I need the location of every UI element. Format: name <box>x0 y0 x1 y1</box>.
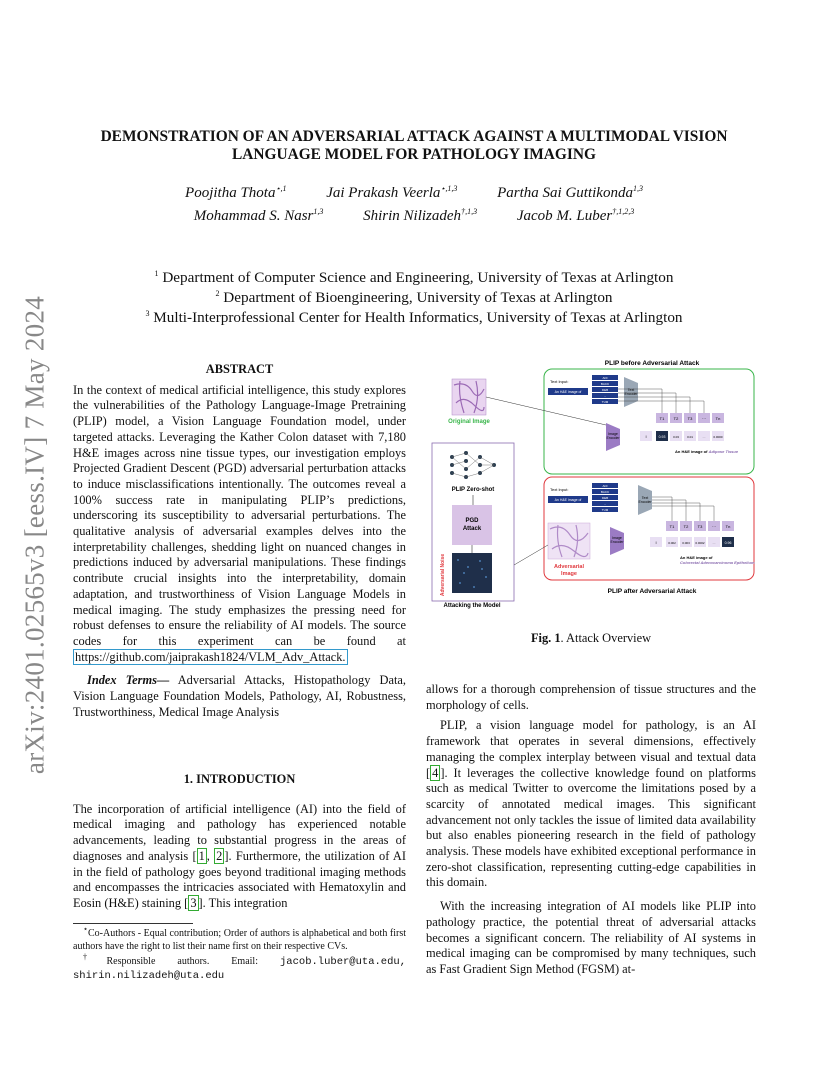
class-list-top <box>592 375 618 404</box>
token-row-top <box>656 413 724 423</box>
svg-text:BACK: BACK <box>600 490 610 494</box>
svg-text:DEB: DEB <box>601 388 609 392</box>
svg-text:Image: Image <box>612 536 622 540</box>
attacking-model-label: Attacking the Model <box>443 603 501 609</box>
svg-text:DEB: DEB <box>601 496 609 500</box>
svg-text:T3: T3 <box>687 416 693 421</box>
attack-overview-diagram <box>430 355 760 625</box>
svg-text:Tn: Tn <box>725 524 731 529</box>
svg-text:0.002: 0.002 <box>668 541 676 545</box>
svg-text:An H&E image of: An H&E image of <box>554 498 582 502</box>
svg-text:...: ... <box>603 394 607 398</box>
authors-row-2 <box>70 208 758 225</box>
intro-paragraph: The incorporation of artificial intelligence (AI) into the field of medical imaging and pathology has experienced notable advancements, leading to substantial progress in the areas of diagnoses and analysis [ 1 , 2 ]. Furthermore, the utilization of AI in the field of pathology goes beyond traditional imaging methods and encompasses the intricacies associated with Hematoxylin and Eosin (H&E) staining [ 3 ]. This integration <box>73 801 406 910</box>
svg-text:ADI: ADI <box>602 484 608 488</box>
svg-text:Encoder: Encoder <box>638 500 652 504</box>
bottom-panel-title: PLIP after Adversarial Attack <box>607 588 697 595</box>
author: Shirin Nilizadeh$^{\dagger,1,3}$ <box>363 207 478 224</box>
svg-text:Colorectal Adenocarcinoma Epit: Colorectal Adenocarcinoma Epithelium <box>680 560 755 565</box>
svg-text:Image: Image <box>608 432 618 436</box>
svg-text:Text: Text <box>627 388 635 392</box>
svg-text:Encoder: Encoder <box>624 392 638 396</box>
svg-text:Text: Text <box>641 496 649 500</box>
title-line-1: DEMONSTRATION OF AN ADVERSARIAL ATTACK AGAINST A MULTIMODAL VISION <box>100 128 728 145</box>
citation-link[interactable]: 3 <box>190 895 197 910</box>
svg-text:···: ··· <box>702 435 706 439</box>
top-result: An H&E image of Adipose Tissue <box>675 449 739 454</box>
adversarial-image-thumb <box>548 523 590 559</box>
affiliations <box>70 268 758 328</box>
paragraph: PLIP, a vision language model for pathology, is an AI framework that operates in several dimensions, effectively managing the complex interplay between visual and textual data [ 4 ]. It leverages the collective knowledge found on platforms such as medical Twitter to overcome the limitations posed by a scarcity of annotated medical images. This significant advancement not only tackles the issue of limited data availability but also enables pioneering research in the field of pathology analysis. These models have exhibited exceptional performance in zero-shot classification, representing cutting-edge capabilities in this domain. <box>426 718 756 890</box>
svg-text:0.003: 0.003 <box>682 541 690 545</box>
intro-heading: 1. INTRODUCTION <box>183 772 296 786</box>
author: Partha Sai Guttikonda$^{1,3}$ <box>497 184 643 201</box>
svg-text:Text Input:: Text Input: <box>550 487 569 492</box>
email-link[interactable]: jacob.luber@uta.edu, <box>279 956 407 968</box>
svg-text:TUM: TUM <box>601 508 609 512</box>
svg-text:Image: Image <box>561 571 577 577</box>
svg-text:···: ··· <box>702 416 706 421</box>
adversarial-noise-label: Adversarial Noise <box>440 553 446 597</box>
paragraph: allows for a thorough comprehension of tissue structures and the morphology of cells. <box>426 682 756 712</box>
svg-text:ADI: ADI <box>602 376 608 380</box>
plip-zero-shot-label: PLIP Zero-shot <box>451 487 495 493</box>
index-terms: Index Terms— Adversarial Attacks, Histopathology Data, Vision Language Foundation Models, Pathology, AI, Robustness, Trustworthiness, Medical Image Analysis <box>73 673 406 719</box>
paragraph: With the increasing integration of AI models like PLIP into pathology practice, the potential threat of adversarial attacks becomes a significant concern. The reliability of AI systems in medical imaging can be compromised by many techniques, such as Fast Gradient Sign Method (FGSM) at- <box>426 899 756 976</box>
svg-text:Encoder: Encoder <box>606 436 620 440</box>
footnote-1: ⋆Co-Authors - Equal contribution; Order of authors is alphabetical and both first authors have the right to list their name first on their respective CVs. <box>73 924 406 952</box>
svg-text:T1: T1 <box>669 524 675 529</box>
svg-text:···: ··· <box>712 541 716 545</box>
svg-text:T1: T1 <box>659 416 665 421</box>
right-column-text <box>426 682 756 978</box>
svg-text:T3: T3 <box>697 524 703 529</box>
svg-text:I: I <box>655 540 657 545</box>
author: Poojitha Thota$^{⋆,1}$ <box>185 184 287 201</box>
svg-text:Tn: Tn <box>715 416 721 421</box>
top-panel-title: PLIP before Adversarial Attack <box>604 360 700 367</box>
title-line-2: LANGUAGE MODEL FOR PATHOLOGY IMAGING <box>232 146 596 163</box>
class-list-bottom <box>592 483 618 512</box>
score-row-bottom <box>650 537 734 547</box>
author: Jacob M. Luber$^{\dagger,1,2,3}$ <box>516 207 635 224</box>
svg-text:0.0000: 0.0000 <box>713 435 723 439</box>
svg-text:...: ... <box>603 502 607 506</box>
svg-text:0.0002: 0.0002 <box>695 541 705 545</box>
footnote-rule <box>73 923 193 924</box>
original-image-label: Original Image <box>448 419 490 425</box>
authors-row-1 <box>70 185 758 202</box>
footnote-2: †Responsible authors. Email: jacob.luber@uta.edu, shirin.nilizadeh@uta.edu <box>73 952 407 982</box>
figure-caption: Fig. 1. Attack Overview <box>530 631 652 645</box>
svg-text:An H&E image of: An H&E image of <box>554 390 582 394</box>
arxiv-sidebar <box>8 270 62 800</box>
score-row-top <box>640 431 724 441</box>
svg-text:PGD: PGD <box>465 518 479 524</box>
neural-net-icon <box>450 451 496 479</box>
figure-attack-overview <box>430 355 760 625</box>
affiliation: $^1$ Department of Computer Science and Engineering, University of Texas at Arlington <box>154 268 674 286</box>
svg-text:BACK: BACK <box>600 382 610 386</box>
paper-title <box>70 128 758 164</box>
introduction-section <box>73 772 406 912</box>
svg-text:0.03: 0.03 <box>673 435 679 439</box>
source-code-link[interactable]: https://github.com/jaiprakash1824/VLM_Adv_Attack. <box>75 649 346 664</box>
svg-text:Attack: Attack <box>462 526 482 532</box>
citation-link[interactable]: 2 <box>216 848 223 863</box>
svg-text:Encoder: Encoder <box>610 540 624 544</box>
svg-text:0.96: 0.96 <box>724 541 732 545</box>
author: Mohammad S. Nasr$^{1,3}$ <box>193 207 324 224</box>
svg-text:TUM: TUM <box>601 400 609 404</box>
svg-text:···: ··· <box>712 524 716 529</box>
svg-text:T2: T2 <box>683 524 689 529</box>
pgd-attack-box <box>452 505 492 545</box>
abstract-body: In the context of medical artificial intelligence, this study explores the vulnerabilities of the Pathology Language-Image Pretraining (PLIP) model, a Vision Language Foundation model, under targeted attacks. Leveraging the Kather Colon dataset with 7,180 H&E images across nine tissue types, our investigation employs Projected Gradient Descent (PGD) adversarial perturbation attacks to induce misclassifications intentionally. The outcomes reveal a 100% success rate in manipulating PLIP’s predictions, underscoring its susceptibility to adversarial perturbations. The qualitative analysis of adversarial examples delves into the interpretability challenges, shedding light on nuanced changes in predictions induced by adversarial manipulations. These findings contribute crucial insights into the interpretability, domain adaptation, and trustworthiness of Vision Language Models in medical imaging. The study emphasizes the pressing need for robust defenses to ensure the reliability of AI models. The source codes for this experiment can be found at https://github.com/jaiprakash1824/VLM_Adv_Attack. <box>73 382 406 664</box>
arxiv-id: arXiv:2401.02565v3 [eess.IV] 7 May 2024 <box>19 295 50 775</box>
svg-text:0.93: 0.93 <box>658 435 666 439</box>
svg-text:Adversarial: Adversarial <box>554 564 584 570</box>
svg-text:An H&E image of: An H&E image of <box>680 555 713 560</box>
abstract-section <box>73 362 406 720</box>
citation-link[interactable]: 4 <box>432 765 439 780</box>
citation-link[interactable]: 1 <box>198 848 205 863</box>
svg-text:I: I <box>645 434 647 439</box>
svg-text:0.01: 0.01 <box>687 435 693 439</box>
email-link[interactable]: shirin.nilizadeh@uta.edu <box>73 970 225 982</box>
token-row-bottom <box>666 521 734 531</box>
footnotes <box>73 924 407 983</box>
abstract-heading: ABSTRACT <box>205 362 274 376</box>
svg-text:T2: T2 <box>673 416 679 421</box>
svg-text:Text Input:: Text Input: <box>550 379 569 384</box>
affiliation: $^3$ Multi-Interprofessional Center for Health Informatics, University of Texas at Arlington <box>145 308 683 326</box>
affiliation: $^2$ Department of Bioengineering, University of Texas at Arlington <box>215 288 613 306</box>
author: Jai Prakash Veerla$^{⋆,1,3}$ <box>326 184 458 201</box>
